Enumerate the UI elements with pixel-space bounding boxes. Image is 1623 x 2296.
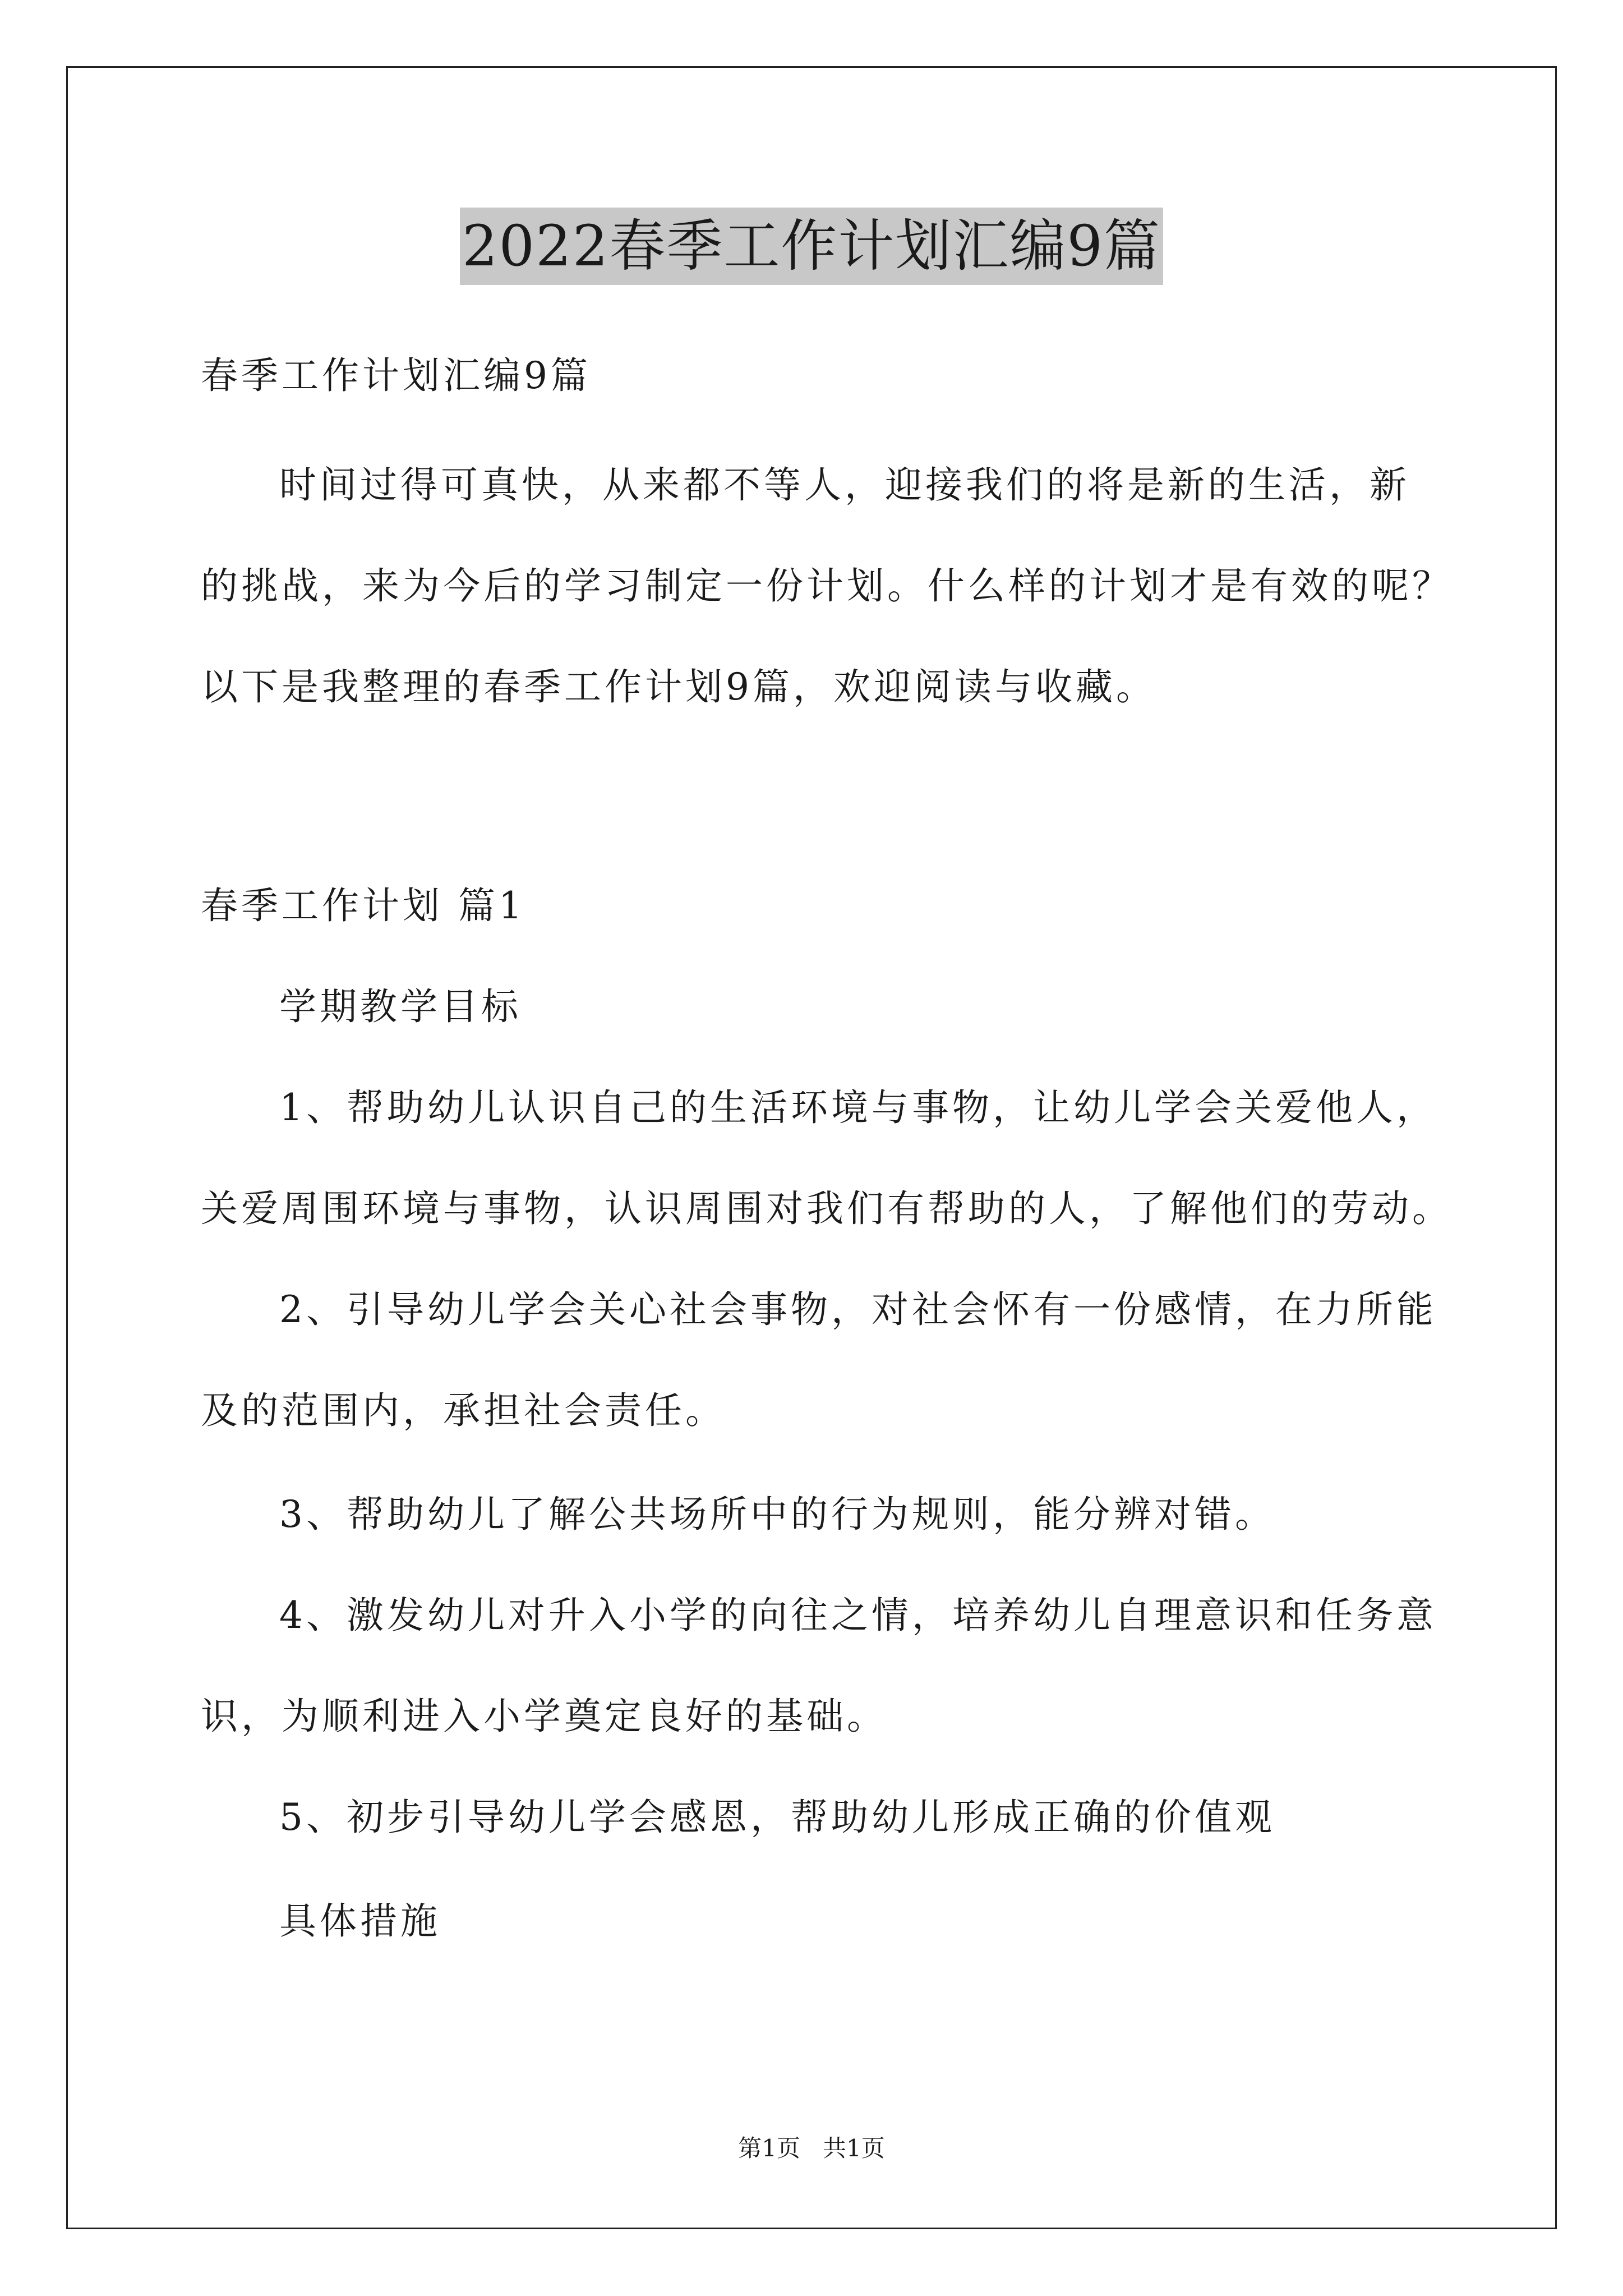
goal-item-2a: 2、引导幼儿学会关心社会事物，对社会怀有一份感情，在力所能	[279, 1288, 1437, 1331]
intro-line-3: 以下是我整理的春季工作计划9篇，欢迎阅读与收藏。	[201, 665, 1156, 708]
goal-item-1a: 1、帮助幼儿认识自己的生活环境与事物，让幼儿学会关爱他人，	[279, 1086, 1437, 1129]
title-area	[0, 208, 1623, 285]
goals-heading: 学期教学目标	[279, 985, 522, 1028]
goal-item-2b: 及的范围内，承担社会责任。	[201, 1389, 726, 1432]
goal-item-3: 3、帮助幼儿了解公共场所中的行为规则，能分辨对错。	[279, 1493, 1275, 1536]
goal-item-5: 5、初步引导幼儿学会感恩，帮助幼儿形成正确的价值观	[279, 1796, 1275, 1839]
measures-heading: 具体措施	[279, 1899, 441, 1943]
page-footer: 第1页 共1页	[738, 2134, 885, 2162]
goal-item-4a: 4、激发幼儿对升入小学的向往之情，培养幼儿自理意识和任务意	[279, 1594, 1437, 1637]
intro-line-1: 时间过得可真快，从来都不等人，迎接我们的将是新的生活，新	[279, 463, 1410, 507]
section-heading: 春季工作计划 篇1	[201, 884, 525, 927]
goal-item-1b: 关爱周围环境与事物，认识周围对我们有帮助的人，了解他们的劳动。	[201, 1187, 1453, 1230]
goal-item-4b: 识，为顺利进入小学奠定良好的基础。	[201, 1695, 887, 1738]
document-title: 2022春季工作计划汇编9篇	[460, 208, 1163, 285]
subtitle: 春季工作计划汇编9篇	[201, 354, 591, 397]
intro-line-2: 的挑战，来为今后的学习制定一份计划。什么样的计划才是有效的呢？	[201, 564, 1453, 608]
